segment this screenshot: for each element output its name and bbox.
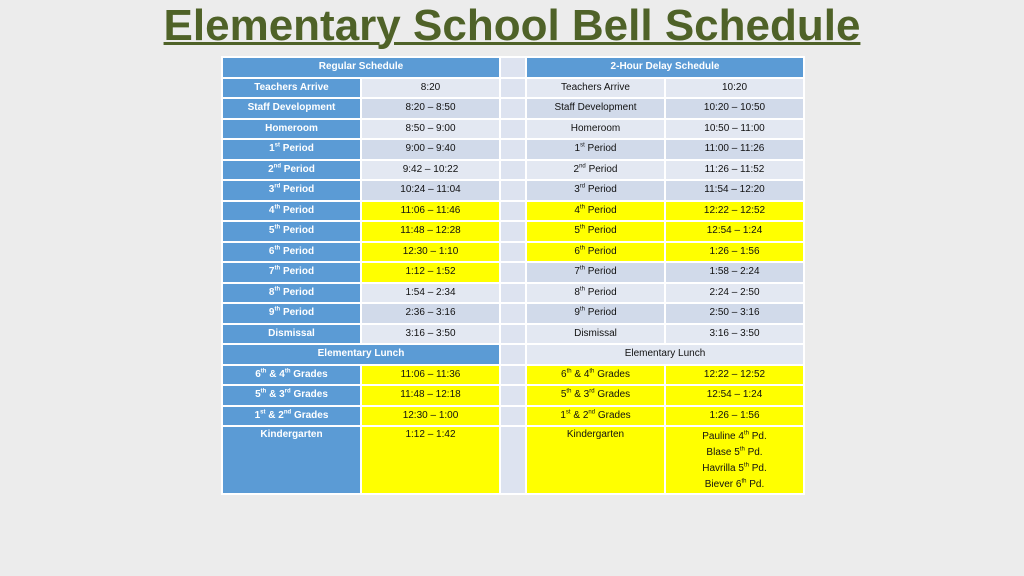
row-label-text: Period — [283, 184, 315, 196]
regular-time: 8:20 — [361, 78, 500, 99]
regular-time: 12:30 – 1:10 — [361, 242, 500, 263]
ordinal-suffix: rd — [284, 388, 291, 395]
ordinal-number: 4 — [268, 204, 275, 216]
ampersand: & — [574, 368, 582, 380]
delay-period-label — [526, 119, 665, 140]
grades-word: Grades — [293, 368, 328, 380]
row-label-text: Teachers Arrive — [254, 81, 329, 93]
period-abbrev: Pd. — [751, 463, 767, 474]
row-label-text: Period — [587, 245, 617, 257]
lunch-row — [222, 385, 804, 406]
row-label-text: Period — [588, 163, 618, 175]
ordinal-suffix: st — [274, 142, 280, 149]
row-label-text: Period — [587, 266, 617, 278]
grades-word: Grades — [293, 409, 329, 421]
ordinal-number: 6 — [268, 245, 275, 257]
spacer-cell — [500, 180, 526, 201]
delay-period-label — [526, 221, 665, 242]
grade-label — [222, 365, 361, 386]
spacer-cell — [500, 242, 526, 263]
delay-period-label — [526, 324, 665, 345]
row-label-text: Period — [587, 307, 617, 319]
ordinal-suffix: th — [274, 265, 281, 272]
period-number: 6 — [735, 479, 742, 490]
ordinal-number: 3 — [574, 184, 580, 196]
ordinal-suffix: nd — [579, 163, 586, 170]
delay-period-label — [526, 242, 665, 263]
regular-time: 10:24 – 11:04 — [361, 180, 500, 201]
ampersand: & — [268, 409, 276, 421]
ordinal-suffix: th — [589, 368, 595, 375]
ordinal-suffix: th — [260, 368, 267, 375]
row-label-text: Staff Development — [554, 102, 637, 114]
delay-period-label — [526, 303, 665, 324]
schedule-row — [222, 119, 804, 140]
schedule-row — [222, 78, 804, 99]
delay-period-label — [526, 201, 665, 222]
delay-time: 10:50 – 11:00 — [665, 119, 804, 140]
schedule-row — [222, 201, 804, 222]
regular-time: 3:16 – 3:50 — [361, 324, 500, 345]
schedule-row — [222, 180, 804, 201]
ordinal-number: 1 — [269, 143, 275, 155]
kindergarten-regular-time: 1:12 – 1:42 — [361, 426, 500, 494]
lunch-row — [222, 406, 804, 427]
lunch-header-row — [222, 344, 804, 365]
delay-schedule-header: 2-Hour Delay Schedule — [526, 57, 804, 78]
grade-number: 2 — [582, 409, 589, 421]
schedule-row — [222, 98, 804, 119]
grade-number: 3 — [279, 389, 285, 401]
regular-lunch-time: 12:30 – 1:00 — [361, 406, 500, 427]
spacer-cell — [500, 344, 526, 365]
delay-time: 11:54 – 12:20 — [665, 180, 804, 201]
ordinal-suffix: th — [284, 368, 291, 375]
period-number: 4 — [738, 431, 744, 442]
regular-period-label — [222, 119, 361, 140]
ordinal-suffix: nd — [588, 409, 596, 416]
spacer-cell — [500, 221, 526, 242]
grade-number: 5 — [255, 389, 261, 401]
regular-period-label — [222, 262, 361, 283]
bell-schedule-table — [221, 56, 805, 495]
row-label-text: Dismissal — [268, 327, 315, 339]
ordinal-suffix: th — [274, 204, 281, 211]
page-title: Elementary School Bell Schedule — [163, 1, 861, 50]
grade-label — [526, 406, 665, 427]
row-label-text: Dismissal — [574, 327, 617, 339]
delay-time: 10:20 — [665, 78, 804, 99]
ordinal-number: 7 — [268, 266, 275, 278]
ordinal-suffix: rd — [579, 183, 586, 190]
regular-period-label — [222, 139, 361, 160]
ordinal-suffix: th — [579, 245, 585, 252]
spacer-cell — [500, 324, 526, 345]
row-label-text: Period — [282, 245, 315, 257]
delay-time: 11:26 – 11:52 — [665, 160, 804, 181]
ordinal-suffix: st — [260, 409, 266, 416]
spacer-cell — [500, 262, 526, 283]
header-row — [222, 57, 804, 78]
grade-number: 3 — [583, 389, 590, 401]
delay-time: 12:54 – 1:24 — [665, 221, 804, 242]
spacer-cell — [500, 283, 526, 304]
delay-time: 3:16 – 3:50 — [665, 324, 804, 345]
regular-period-label — [222, 221, 361, 242]
kindergarten-delay-label: Kindergarten — [526, 426, 665, 494]
ordinal-number: 2 — [573, 163, 580, 175]
row-label-text: Teachers Arrive — [561, 81, 630, 93]
delay-time: 12:22 – 12:52 — [665, 201, 804, 222]
ordinal-number: 8 — [574, 286, 580, 298]
delay-time: 2:24 – 2:50 — [665, 283, 804, 304]
schedule-row — [222, 242, 804, 263]
ordinal-suffix: th — [274, 286, 281, 293]
ordinal-number: 8 — [268, 286, 275, 298]
ordinal-number: 6 — [574, 245, 580, 257]
ordinal-number: 5 — [268, 225, 275, 237]
ordinal-suffix: th — [743, 430, 749, 437]
teacher-period-line — [666, 445, 803, 461]
spacer-cell — [500, 385, 526, 406]
row-label-text: Period — [587, 286, 617, 298]
ordinal-suffix: nd — [283, 409, 292, 416]
schedule-row — [222, 324, 804, 345]
regular-time: 9:42 – 10:22 — [361, 160, 500, 181]
period-abbrev: Pd. — [749, 479, 765, 490]
ampersand: & — [573, 409, 581, 421]
grade-number: 4 — [279, 368, 285, 380]
spacer-cell — [500, 426, 526, 494]
grade-number: 6 — [561, 368, 567, 380]
regular-time: 2:36 – 3:16 — [361, 303, 500, 324]
row-label-text: Period — [282, 286, 315, 298]
row-label-text: Staff Development — [247, 102, 336, 114]
teacher-period-line — [666, 461, 803, 477]
lunch-row — [222, 365, 804, 386]
spacer-cell — [500, 406, 526, 427]
regular-schedule-header: Regular Schedule — [222, 57, 500, 78]
ordinal-suffix: th — [260, 388, 267, 395]
grades-word: Grades — [597, 409, 631, 421]
spacer-cell — [500, 98, 526, 119]
ordinal-suffix: rd — [589, 388, 595, 395]
ordinal-number: 3 — [268, 184, 275, 196]
kindergarten-delay-schedule — [665, 426, 804, 494]
spacer-cell — [500, 160, 526, 181]
row-label-text: Period — [587, 143, 617, 155]
ordinal-number: 2 — [268, 163, 274, 175]
ordinal-suffix: th — [743, 462, 749, 469]
grades-word: Grades — [597, 389, 631, 401]
regular-period-label — [222, 242, 361, 263]
kindergarten-row — [222, 426, 804, 494]
grade-label — [526, 365, 665, 386]
delay-period-label — [526, 283, 665, 304]
delay-time: 1:58 – 2:24 — [665, 262, 804, 283]
delay-time: 2:50 – 3:16 — [665, 303, 804, 324]
ordinal-suffix: th — [579, 265, 585, 272]
ordinal-suffix: th — [579, 306, 585, 313]
regular-period-label — [222, 283, 361, 304]
row-label-text: Period — [587, 204, 617, 216]
ordinal-suffix: rd — [274, 183, 281, 190]
period-abbrev: Pd. — [747, 447, 763, 458]
ordinal-suffix: th — [739, 446, 745, 453]
ordinal-suffix: th — [274, 245, 281, 252]
grade-number: 5 — [560, 389, 567, 401]
grade-number: 2 — [278, 409, 284, 421]
ordinal-number: 5 — [574, 225, 580, 237]
schedule-row — [222, 262, 804, 283]
delay-period-label — [526, 78, 665, 99]
row-label-text: Period — [282, 143, 314, 155]
row-label-text: Period — [282, 307, 315, 319]
ordinal-suffix: th — [579, 224, 585, 231]
kindergarten-label: Kindergarten — [222, 426, 361, 494]
delay-period-label — [526, 262, 665, 283]
ordinal-number: 1 — [574, 143, 581, 155]
regular-time: 9:00 – 9:40 — [361, 139, 500, 160]
spacer-cell — [500, 119, 526, 140]
regular-lunch-time: 11:06 – 11:36 — [361, 365, 500, 386]
regular-time: 1:12 – 1:52 — [361, 262, 500, 283]
row-label-text: Period — [587, 225, 617, 237]
spacer-cell — [500, 201, 526, 222]
grade-label — [526, 385, 665, 406]
period-abbrev: Pd. — [751, 431, 767, 442]
grade-number: 6 — [255, 368, 261, 380]
delay-time: 10:20 – 10:50 — [665, 98, 804, 119]
delay-time: 11:00 – 11:26 — [665, 139, 804, 160]
teacher-name: Havrilla — [702, 463, 736, 474]
row-label-text: Period — [282, 204, 315, 216]
regular-period-label — [222, 201, 361, 222]
regular-lunch-header: Elementary Lunch — [222, 344, 500, 365]
grades-word: Grades — [597, 368, 630, 380]
row-label-text: Period — [587, 184, 617, 196]
grades-word: Grades — [293, 389, 328, 401]
spacer-cell — [500, 139, 526, 160]
schedule-row — [222, 283, 804, 304]
ordinal-number: 9 — [268, 307, 275, 319]
period-number: 5 — [734, 447, 740, 458]
grade-label — [222, 406, 361, 427]
regular-time: 11:48 – 12:28 — [361, 221, 500, 242]
ordinal-suffix: th — [566, 388, 572, 395]
delay-time: 1:26 – 1:56 — [665, 242, 804, 263]
spacer-cell — [500, 57, 526, 78]
teacher-period-line — [666, 429, 803, 445]
regular-time: 8:50 – 9:00 — [361, 119, 500, 140]
delay-period-label — [526, 180, 665, 201]
ordinal-number: 4 — [574, 204, 580, 216]
delay-period-label — [526, 98, 665, 119]
ampersand: & — [269, 389, 277, 401]
period-number: 5 — [738, 463, 744, 474]
regular-period-label — [222, 78, 361, 99]
ordinal-suffix: th — [566, 368, 572, 375]
spacer-cell — [500, 303, 526, 324]
ordinal-suffix: th — [579, 286, 585, 293]
regular-time: 8:20 – 8:50 — [361, 98, 500, 119]
regular-time: 11:06 – 11:46 — [361, 201, 500, 222]
row-label-text: Period — [282, 266, 315, 278]
row-label-text: Homeroom — [265, 122, 318, 134]
grade-number: 4 — [583, 368, 590, 380]
schedule-row — [222, 160, 804, 181]
ordinal-suffix: th — [741, 478, 747, 485]
delay-lunch-time: 1:26 – 1:56 — [665, 406, 804, 427]
delay-period-label — [526, 160, 665, 181]
teacher-name: Biever — [704, 479, 734, 490]
spacer-cell — [500, 365, 526, 386]
regular-period-label — [222, 160, 361, 181]
regular-lunch-time: 11:48 – 12:18 — [361, 385, 500, 406]
ordinal-suffix: st — [565, 409, 571, 416]
schedule-row — [222, 303, 804, 324]
regular-period-label — [222, 303, 361, 324]
regular-time: 1:54 – 2:34 — [361, 283, 500, 304]
ordinal-suffix: th — [274, 224, 281, 231]
grade-label — [222, 385, 361, 406]
row-label-text: Homeroom — [570, 122, 621, 134]
delay-lunch-time: 12:54 – 1:24 — [665, 385, 804, 406]
ampersand: & — [574, 389, 581, 401]
ampersand: & — [269, 368, 277, 380]
ordinal-suffix: th — [274, 306, 281, 313]
teacher-period-line — [666, 477, 803, 493]
delay-lunch-time: 12:22 – 12:52 — [665, 365, 804, 386]
ordinal-number: 9 — [574, 307, 580, 319]
teacher-name: Blase — [706, 447, 732, 458]
ordinal-suffix: st — [580, 142, 585, 149]
delay-lunch-header: Elementary Lunch — [526, 344, 804, 365]
teacher-name: Pauline — [702, 431, 736, 442]
ordinal-suffix: nd — [273, 163, 281, 170]
row-label-text: Period — [283, 163, 315, 175]
grade-number: 1 — [254, 409, 261, 421]
spacer-cell — [500, 78, 526, 99]
row-label-text: Period — [282, 225, 315, 237]
ordinal-suffix: th — [579, 204, 585, 211]
grade-number: 1 — [560, 409, 566, 421]
delay-period-label — [526, 139, 665, 160]
regular-period-label — [222, 180, 361, 201]
ordinal-number: 7 — [574, 266, 580, 278]
regular-period-label — [222, 98, 361, 119]
regular-period-label — [222, 324, 361, 345]
schedule-row — [222, 139, 804, 160]
schedule-row — [222, 221, 804, 242]
